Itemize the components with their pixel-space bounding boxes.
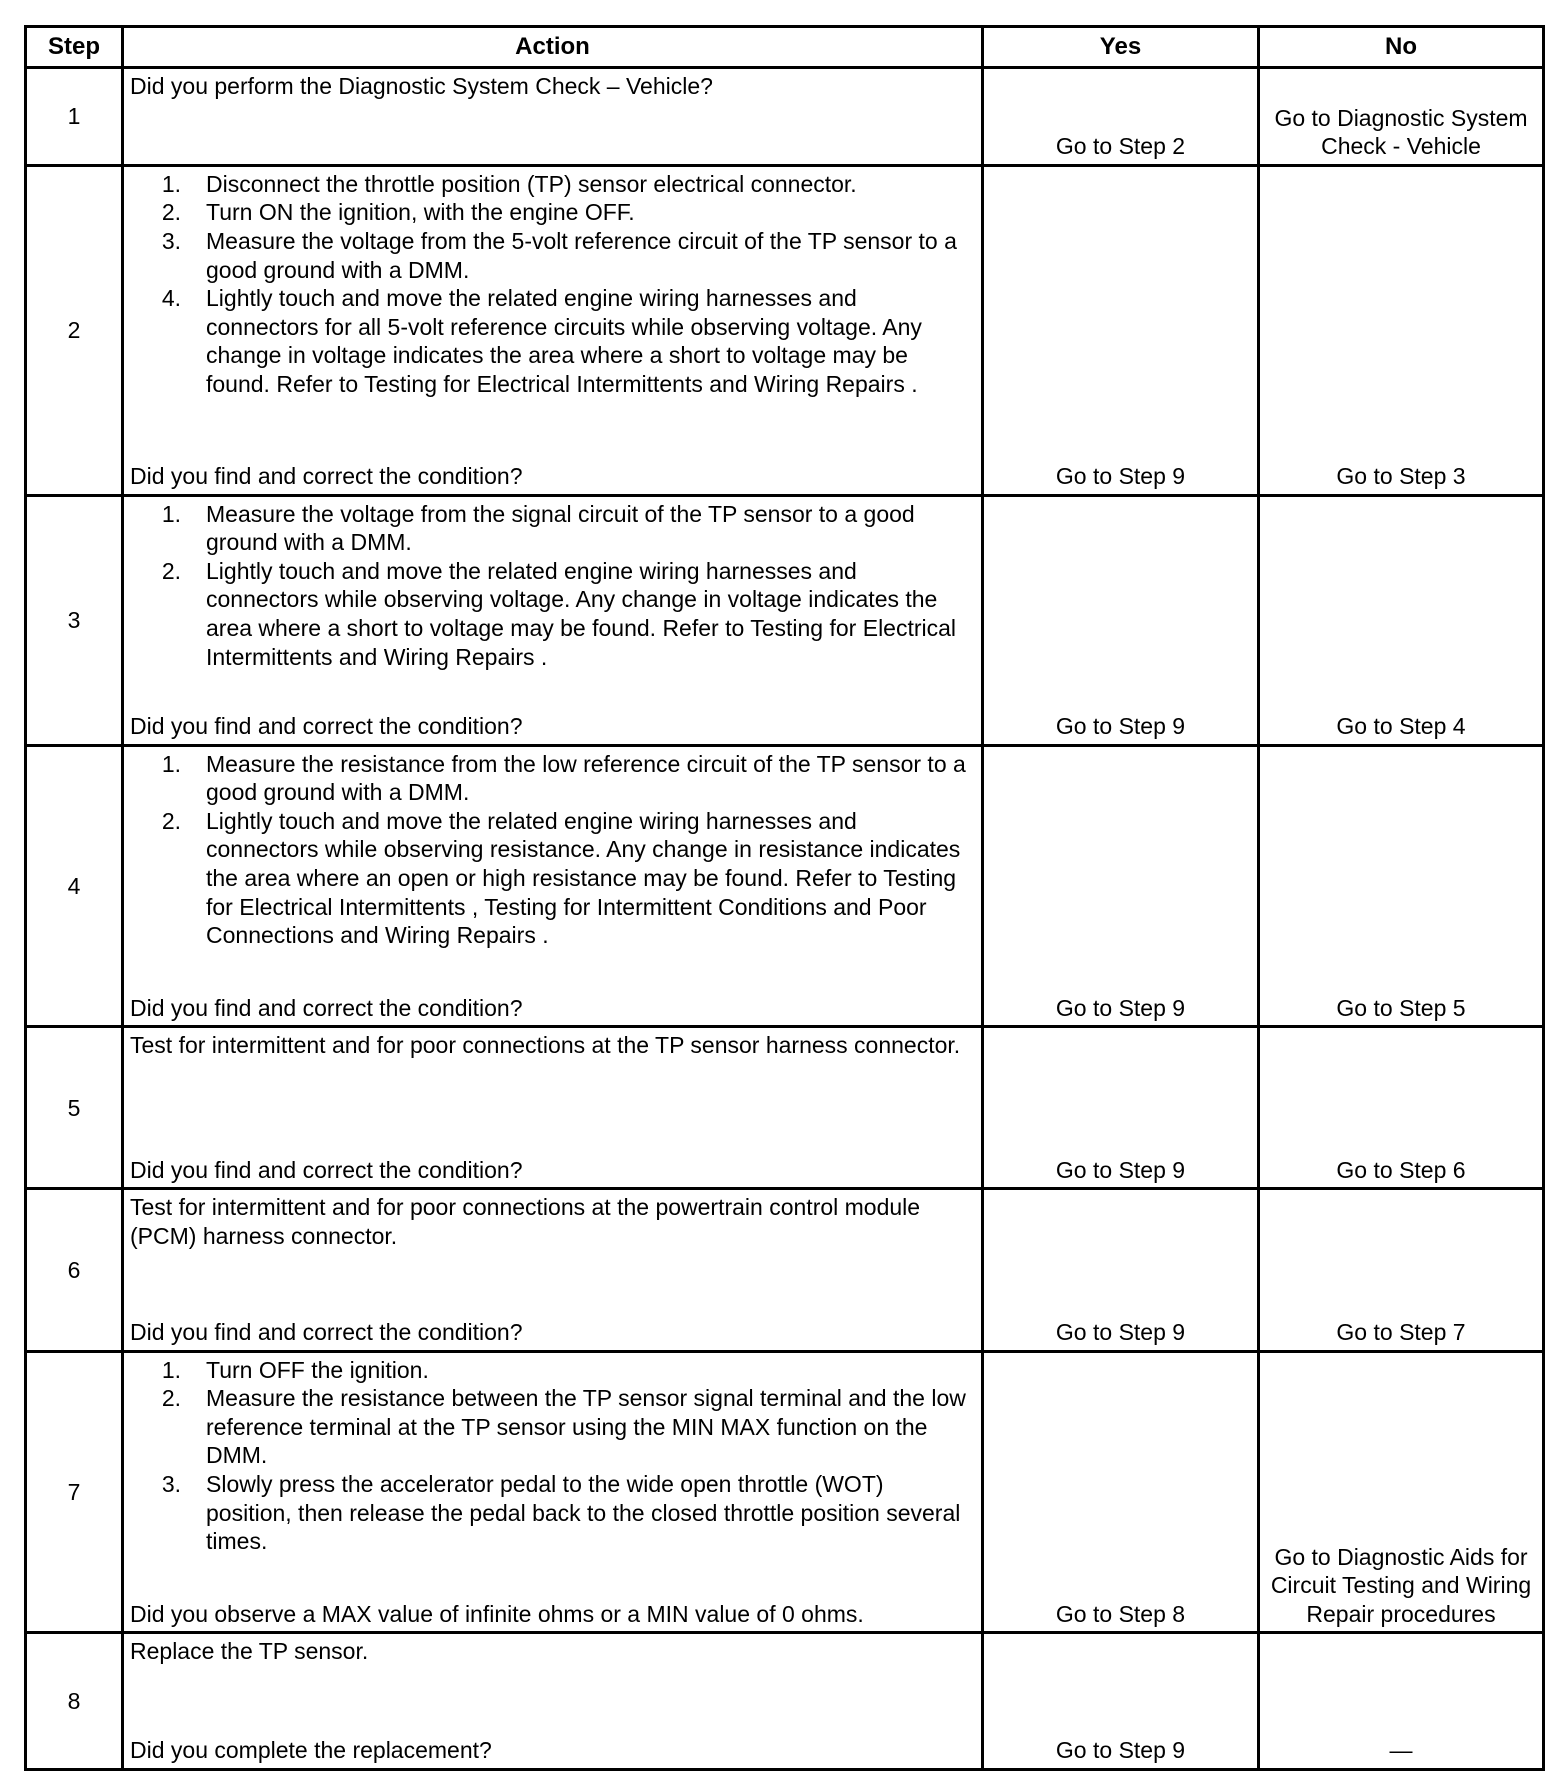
step-number: 4 — [26, 745, 123, 1027]
action-cell — [123, 1027, 983, 1189]
action-instructions — [130, 500, 975, 672]
action-cell — [123, 1189, 983, 1351]
action-cell — [123, 68, 983, 166]
instruction-number: 3. — [161, 227, 181, 254]
action-intro: Did you perform the Diagnostic System Check – Vehicle? — [130, 73, 713, 99]
table-row — [26, 1351, 1544, 1633]
instruction-text: Disconnect the throttle position (TP) sensor electrical connector. — [206, 170, 857, 197]
no-result: Go to Step 5 — [1259, 745, 1544, 1027]
instruction-item — [130, 198, 975, 227]
step-number: 7 — [26, 1351, 123, 1633]
yes-result: Go to Step 9 — [983, 745, 1259, 1027]
no-result: Go to Diagnostic System Check - Vehicle — [1259, 68, 1544, 166]
instruction-number: 2. — [161, 199, 181, 226]
instruction-number: 3. — [161, 1470, 181, 1497]
no-result: Go to Step 4 — [1259, 495, 1544, 745]
action-cell — [123, 745, 983, 1027]
instruction-number: 2. — [161, 557, 181, 584]
instruction-list — [130, 500, 975, 672]
yes-result: Go to Step 9 — [983, 1027, 1259, 1189]
no-result: Go to Step 7 — [1259, 1189, 1544, 1351]
instruction-text: Slowly press the accelerator pedal to the wide open throttle (WOT) position, then release the pedal back to the closed throttle position several times. — [206, 1470, 961, 1555]
instruction-text: Measure the voltage from the signal circuit of the TP sensor to a good ground with a DMM. — [206, 500, 915, 556]
instruction-list — [130, 750, 975, 950]
action-question: Did you find and correct the condition? — [130, 994, 523, 1021]
no-result: — — [1259, 1633, 1544, 1770]
step-number: 2 — [26, 165, 123, 495]
yes-result: Go to Step 8 — [983, 1351, 1259, 1633]
instruction-item — [130, 227, 975, 284]
action-cell — [123, 495, 983, 745]
instruction-list — [130, 170, 975, 399]
yes-result: Go to Step 9 — [983, 165, 1259, 495]
no-result: Go to Step 6 — [1259, 1027, 1544, 1189]
instruction-item — [130, 557, 975, 671]
instruction-text: Measure the resistance from the low reference circuit of the TP sensor to a good ground with a DMM. — [206, 750, 966, 806]
step-number: 3 — [26, 495, 123, 745]
action-content — [124, 747, 981, 1026]
action-content — [124, 1190, 981, 1349]
instruction-text: Turn OFF the ignition. — [206, 1356, 429, 1383]
yes-result: Go to Step 2 — [983, 68, 1259, 166]
instruction-number: 2. — [161, 1385, 181, 1412]
table-row — [26, 1633, 1544, 1770]
instruction-item — [130, 1470, 975, 1556]
action-instructions — [130, 1193, 975, 1250]
instruction-item — [130, 807, 975, 950]
action-content — [124, 69, 981, 164]
action-instructions — [130, 1637, 975, 1666]
action-question: Did you find and correct the condition? — [130, 1319, 523, 1345]
action-instructions — [130, 1031, 975, 1060]
action-content — [124, 167, 981, 494]
table-row — [26, 745, 1544, 1027]
action-question: Did you complete the replacement? — [130, 1737, 492, 1764]
instruction-text: Measure the resistance between the TP sensor signal terminal and the low reference terminal at the TP sensor using the MIN MAX function on the DMM. — [206, 1385, 966, 1469]
action-instructions — [130, 72, 975, 101]
yes-result: Go to Step 9 — [983, 1633, 1259, 1770]
action-cell — [123, 165, 983, 495]
table-row — [26, 1189, 1544, 1351]
instruction-text: Lightly touch and move the related engine wiring harnesses and connectors for all 5-volt reference circuits while observing voltage. Any change in voltage indicates the area where a short to voltage may be found. Refer to Testing for Electrical Intermittents and Wiring Repairs . — [206, 285, 922, 397]
table-row — [26, 495, 1544, 745]
action-content — [124, 1634, 981, 1768]
instruction-item — [130, 500, 975, 557]
instruction-list — [130, 1356, 975, 1556]
table-row — [26, 68, 1544, 166]
action-question: Did you find and correct the condition? — [130, 712, 523, 739]
action-intro: Test for intermittent and for poor connections at the TP sensor harness connector. — [130, 1032, 961, 1059]
instruction-item — [130, 1384, 975, 1470]
table-body — [26, 68, 1544, 1770]
instruction-item — [130, 284, 975, 398]
step-number: 5 — [26, 1027, 123, 1189]
no-result: Go to Diagnostic Aids for Circuit Testing and Wiring Repair procedures — [1259, 1351, 1544, 1633]
action-content — [124, 1028, 981, 1187]
action-instructions — [130, 170, 975, 399]
instruction-number: 1. — [161, 170, 181, 197]
instruction-text: Lightly touch and move the related engine wiring harnesses and connectors while observing voltage. Any change in voltage indicates the area where a short to voltage may be found. Refer to Testing for Electrical Intermittents and Wiring Repairs . — [206, 557, 957, 670]
step-number: 1 — [26, 68, 123, 166]
yes-result: Go to Step 9 — [983, 495, 1259, 745]
yes-result: Go to Step 9 — [983, 1189, 1259, 1351]
instruction-text: Measure the voltage from the 5-volt reference circuit of the TP sensor to a good ground with a DMM. — [206, 227, 957, 283]
header-row — [26, 27, 1544, 68]
instruction-number: 2. — [161, 807, 181, 834]
table-row — [26, 1027, 1544, 1189]
step-number: 6 — [26, 1189, 123, 1351]
instruction-text: Lightly touch and move the related engine wiring harnesses and connectors while observing resistance. Any change in resistance indicates the area where an open or high resistance may be found. Refer to Testing for Electrical Intermittents , Testing for Intermittent Conditions and Poor Connections and Wiring Repairs . — [206, 807, 961, 949]
action-content — [124, 497, 981, 744]
action-content — [124, 1353, 981, 1632]
action-question: Did you observe a MAX value of infinite ohms or a MIN value of 0 ohms. — [130, 1600, 864, 1627]
instruction-text: Turn ON the ignition, with the engine OFF. — [206, 199, 635, 226]
instruction-number: 1. — [161, 500, 181, 527]
table-row — [26, 165, 1544, 495]
header-action: Action — [123, 27, 983, 68]
diagnostic-table — [24, 25, 1545, 1771]
instruction-item — [130, 750, 975, 807]
instruction-item — [130, 1356, 975, 1385]
action-question: Did you find and correct the condition? — [130, 462, 523, 489]
action-intro: Replace the TP sensor. — [130, 1638, 369, 1665]
action-cell — [123, 1351, 983, 1633]
header-no: No — [1259, 27, 1544, 68]
instruction-number: 1. — [161, 1356, 181, 1383]
step-number: 8 — [26, 1633, 123, 1770]
action-intro: Test for intermittent and for poor connections at the powertrain control module (PCM) harness connector. — [130, 1194, 921, 1250]
action-instructions — [130, 1356, 975, 1556]
no-result: Go to Step 3 — [1259, 165, 1544, 495]
instruction-number: 4. — [161, 285, 181, 312]
action-question: Did you find and correct the condition? — [130, 1156, 523, 1183]
instruction-number: 1. — [161, 750, 181, 777]
header-yes: Yes — [983, 27, 1259, 68]
instruction-item — [130, 170, 975, 199]
action-instructions — [130, 750, 975, 950]
action-cell — [123, 1633, 983, 1770]
header-step: Step — [26, 27, 123, 68]
